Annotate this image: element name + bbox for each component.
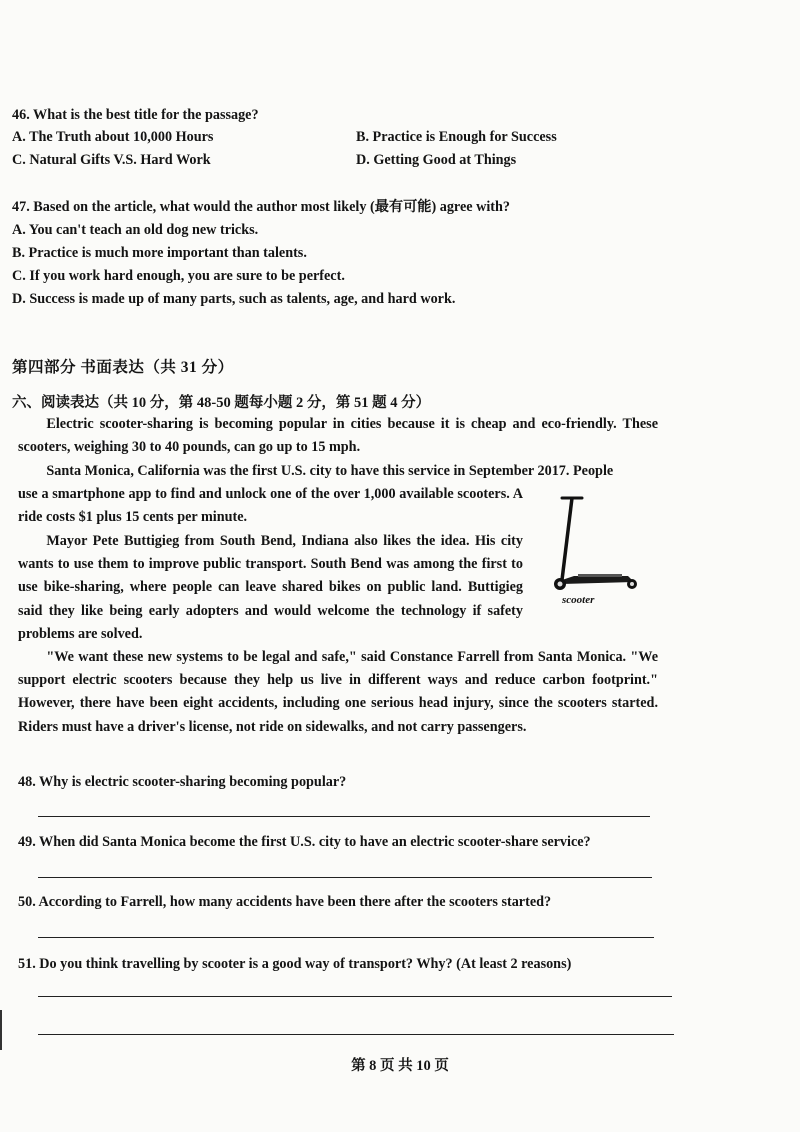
question-46-stem: 46. What is the best title for the passage?	[12, 107, 259, 123]
scooter-illustration	[548, 492, 640, 604]
question-48: 48. Why is electric scooter-sharing becoming popular?	[18, 774, 347, 790]
question-47-stem: 47. Based on the article, what would the author most likely (最有可能) agree with?	[12, 199, 510, 215]
passage-paragraph-4	[18, 646, 658, 739]
passage-paragraph-1	[18, 413, 658, 459]
section-title: 第四部分 书面表达（共 31 分）	[12, 359, 234, 376]
answer-line-48[interactable]	[38, 816, 650, 817]
question-47-option-a: A. You can't teach an old dog new tricks.	[12, 222, 259, 238]
passage-text: Electric scooter-sharing is becoming popular in cities because it is cheap and eco-friendly. These scooters, weighing 30 to 40 pounds, can go up to 15 mph.	[18, 416, 658, 456]
question-49: 49. When did Santa Monica become the first U.S. city to have an electric scooter-share service?	[18, 834, 591, 850]
question-46-option-c: C. Natural Gifts V.S. Hard Work	[12, 152, 211, 168]
question-46-option-a: A. The Truth about 10,000 Hours	[12, 129, 214, 145]
passage-text: "We want these new systems to be legal and safe," said Constance Farrell from Santa Monica. "We support electric scooters because they help us live in different ways and reduce carbon footprint." However, there have been eight accidents, including one serious head injury, since the scooters started. Riders must have a driver's license, not ride on sidewalks, and not carry passengers.	[18, 649, 658, 735]
scooter-caption: scooter	[562, 594, 595, 606]
passage-paragraph-2-first-line-area	[18, 460, 658, 483]
answer-line-51-b[interactable]	[38, 1034, 674, 1035]
page-footer: 第 8 页 共 10 页	[351, 1058, 449, 1074]
question-51: 51. Do you think travelling by scooter is a good way of transport? Why? (At least 2 reasons)	[18, 956, 572, 972]
question-50: 50. According to Farrell, how many accidents have been there after the scooters started?	[18, 894, 552, 910]
answer-line-51-a[interactable]	[38, 996, 672, 997]
page-edge-mark	[0, 1010, 2, 1050]
passage-text: use a smartphone app to find and unlock one of the over 1,000 available scooters. A ride costs $1 plus 15 cents per minute.	[18, 486, 523, 526]
question-47-option-b: B. Practice is much more important than talents.	[12, 245, 307, 261]
question-46-option-d: D. Getting Good at Things	[356, 152, 517, 168]
passage-text: Santa Monica, California was the first U.S. city to have this service in September 2017. People	[46, 463, 614, 479]
passage-text: Mayor Pete Buttigieg from South Bend, Indiana also likes the idea. His city wants to use them to improve public transport. South Bend was among the first to use bike-sharing, where people can leave shared bikes on public land. Buttigieg said they like being early adopters and would welcome the technology if safety problems are solved.	[18, 533, 523, 642]
answer-line-49[interactable]	[38, 877, 652, 878]
passage-paragraph-3	[18, 530, 523, 646]
passage-paragraph-2-wrapped	[18, 483, 523, 529]
answer-line-50[interactable]	[38, 937, 654, 938]
section-subtitle: 六、阅读表达（共 10 分，第 48-50 题每小题 2 分，第 51 题 4 分）	[12, 395, 431, 411]
question-47-option-d: D. Success is made up of many parts, such as talents, age, and hard work.	[12, 291, 456, 307]
question-46-option-b: B. Practice is Enough for Success	[356, 129, 557, 145]
question-47-option-c: C. If you work hard enough, you are sure to be perfect.	[12, 268, 345, 284]
